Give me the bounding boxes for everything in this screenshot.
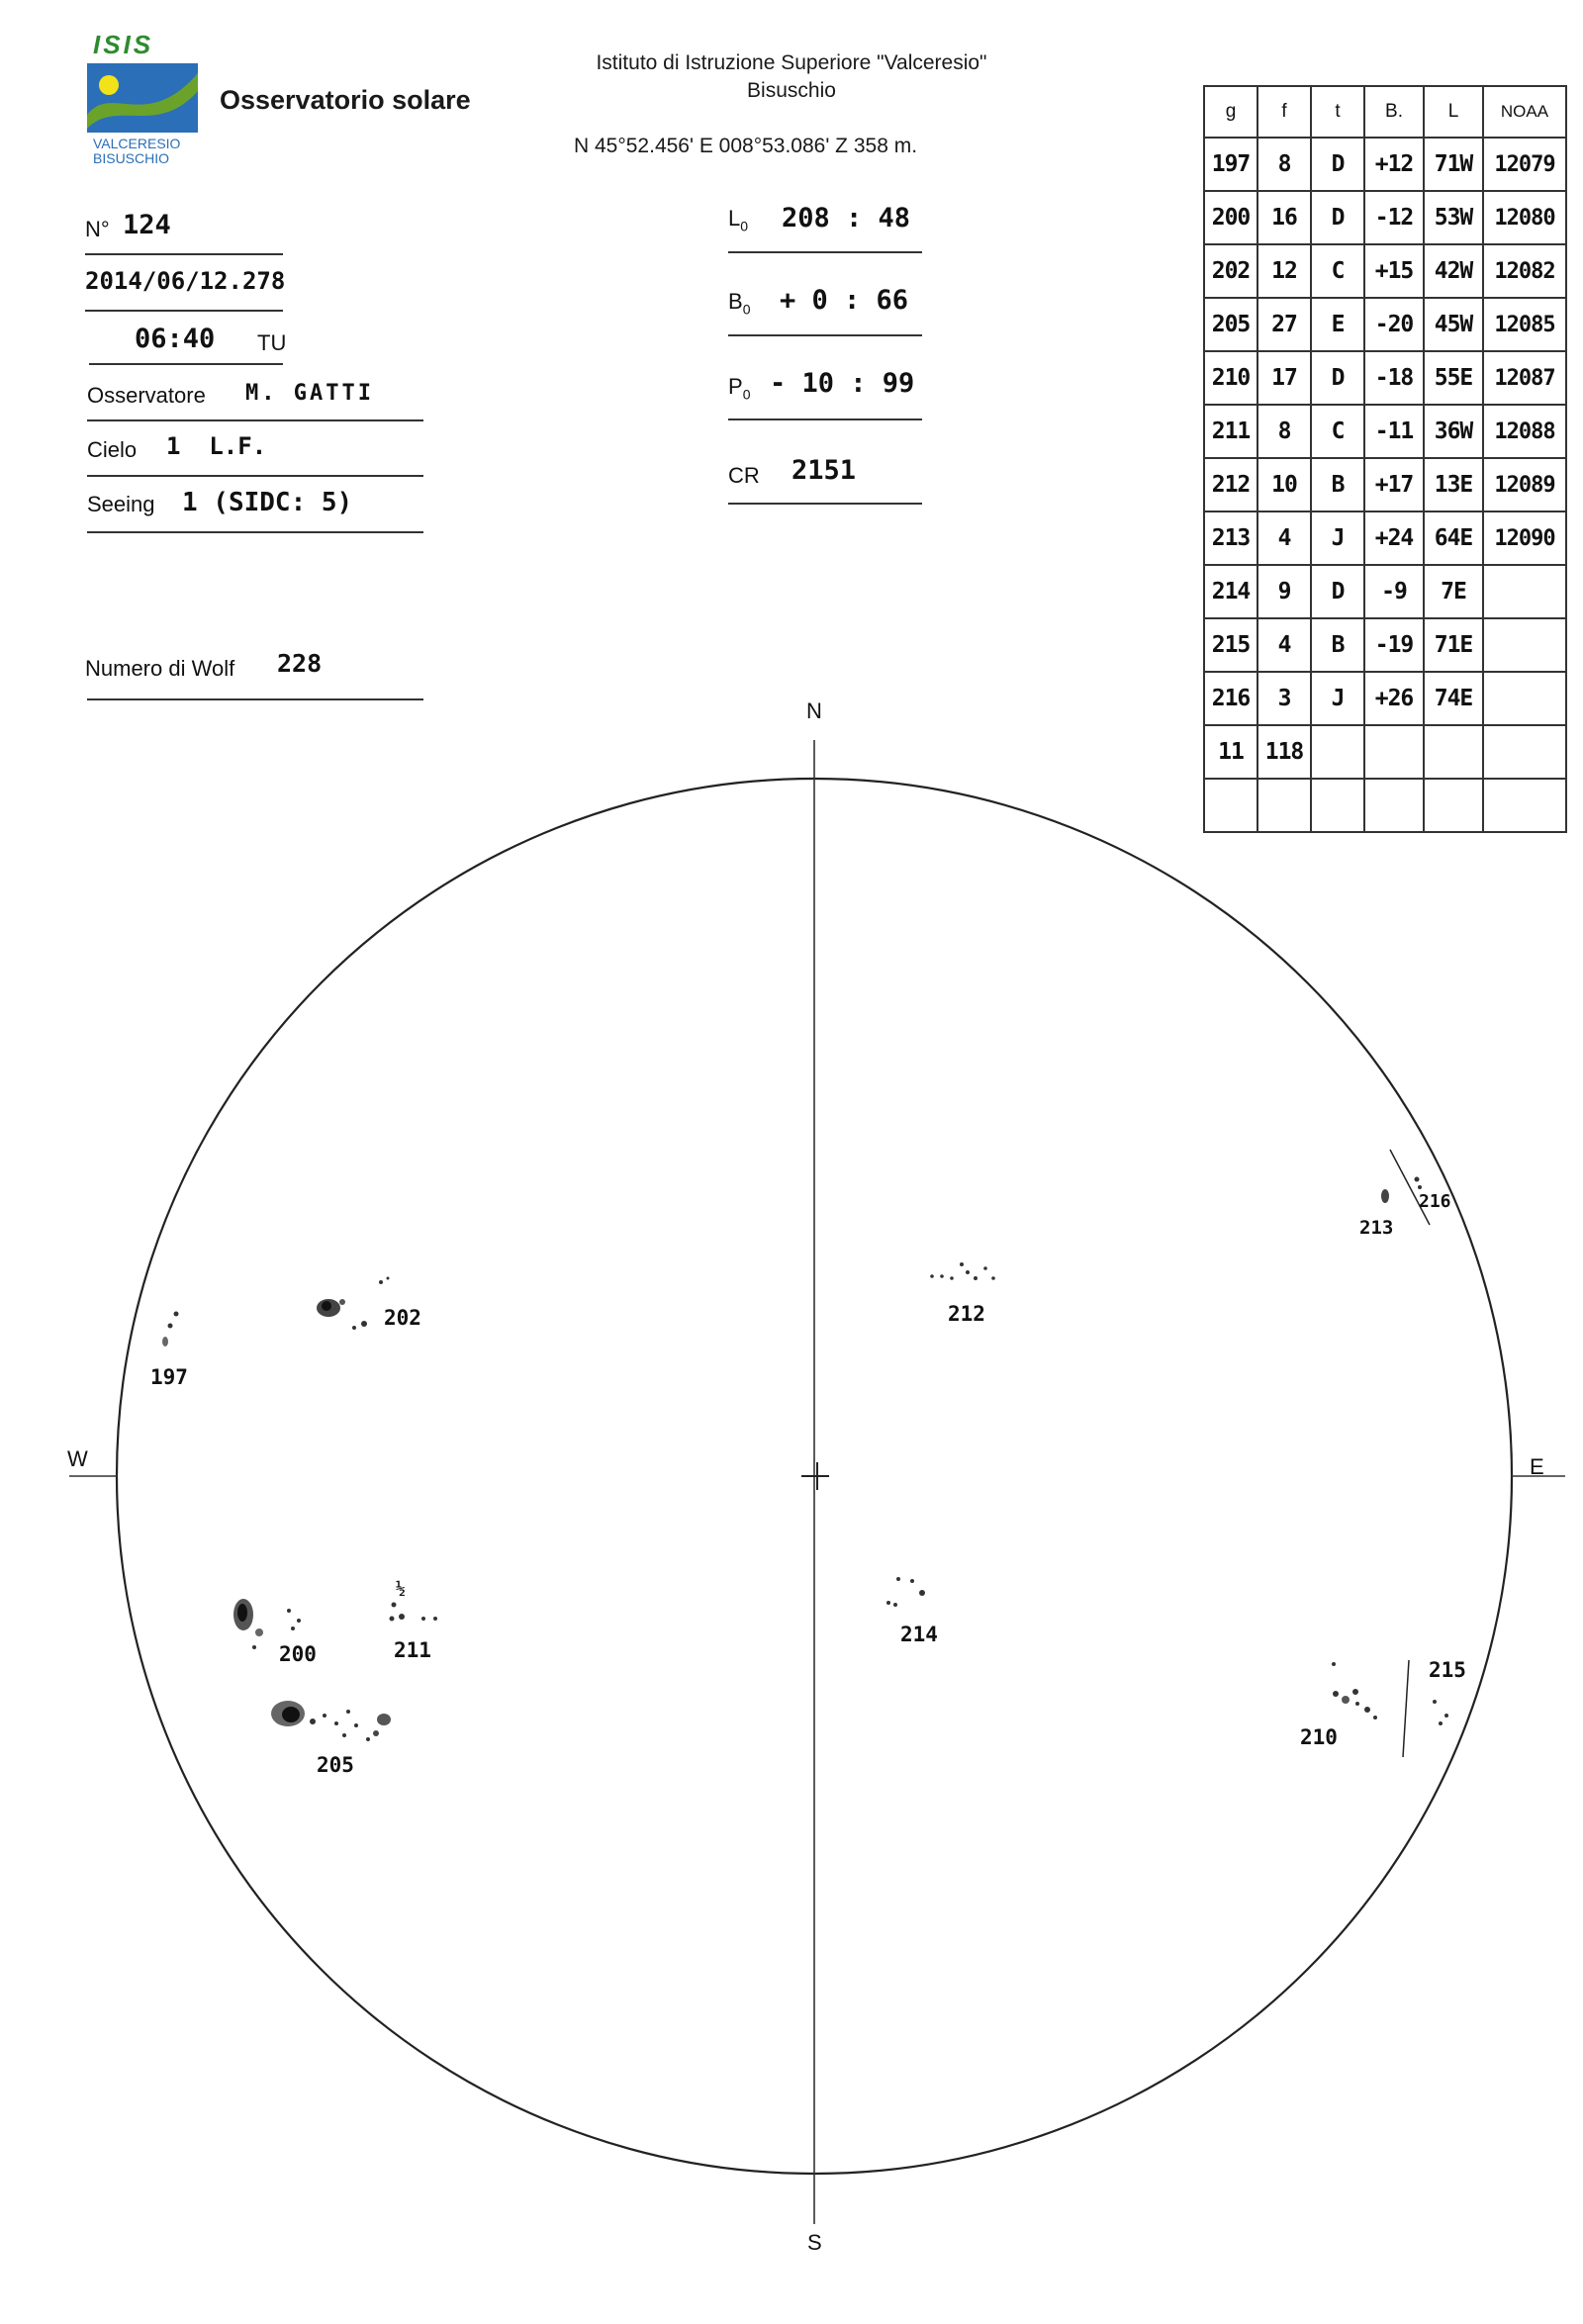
number-label: N°: [85, 217, 110, 241]
table-cell-b: +17: [1364, 458, 1424, 511]
table-cell-t: B: [1311, 458, 1364, 511]
sky-value: 1 L.F.: [166, 432, 267, 460]
seeing-label: Seeing: [87, 492, 155, 516]
l0-value: 208 : 48: [782, 203, 911, 233]
table-cell-b: -11: [1364, 405, 1424, 458]
header-t: t: [1311, 86, 1364, 138]
table-cell-noaa: 12085: [1483, 298, 1566, 351]
table-cell-noaa: 12080: [1483, 191, 1566, 244]
table-cell-b: +15: [1364, 244, 1424, 298]
wolf-value: 228: [277, 649, 323, 678]
table-cell-noaa: 12088: [1483, 405, 1566, 458]
group-label-214: 214: [900, 1623, 938, 1646]
table-cell-noaa: 12079: [1483, 138, 1566, 191]
table-cell-g: 202: [1204, 244, 1257, 298]
table-cell-t: D: [1311, 565, 1364, 618]
table-cell-noaa: 12090: [1483, 511, 1566, 565]
site-coordinates: N 45°52.456' E 008°53.086' Z 358 m.: [574, 135, 918, 157]
table-cell-l: 55E: [1424, 351, 1483, 405]
p0-sub: 0: [742, 386, 751, 403]
group-label-197: 197: [150, 1365, 188, 1389]
sunspot-group-197: [162, 1312, 179, 1348]
wolf-label: Numero di Wolf: [85, 656, 235, 681]
l0-letter: L: [728, 206, 741, 231]
table-cell-b: +24: [1364, 511, 1424, 565]
table-cell-noaa: 12089: [1483, 458, 1566, 511]
b0-sub: 0: [742, 301, 751, 318]
table-cell-f: 17: [1257, 351, 1311, 405]
sunspot-group-216: [1390, 1150, 1430, 1225]
table-cell-l: 53W: [1424, 191, 1483, 244]
table-cell-f: 8: [1257, 405, 1311, 458]
table-cell-t: E: [1311, 298, 1364, 351]
group-label-211-half: ½: [396, 1579, 406, 1598]
group-label-212: 212: [948, 1302, 985, 1326]
institute-line-1: Istituto di Istruzione Superiore "Valceresio": [596, 51, 987, 74]
sunspot-group-212: [930, 1262, 995, 1280]
table-cell-f: 8: [1257, 138, 1311, 191]
table-cell-l: 36W: [1424, 405, 1483, 458]
table-cell-f: 16: [1257, 191, 1311, 244]
table-cell-b: -19: [1364, 618, 1424, 672]
b0-letter: B: [728, 289, 743, 314]
sunspot-group-214: [886, 1577, 925, 1607]
south-label: S: [807, 2230, 822, 2255]
table-cell-f: 10: [1257, 458, 1311, 511]
table-cell-g: 216: [1204, 672, 1257, 725]
table-cell-noaa: 12082: [1483, 244, 1566, 298]
observer-value: M. GATTI: [245, 381, 374, 406]
table-cell-g: 197: [1204, 138, 1257, 191]
table-cell-f: 4: [1257, 511, 1311, 565]
table-cell-g: 211: [1204, 405, 1257, 458]
table-cell-b: +26: [1364, 672, 1424, 725]
p0-value: - 10 : 99: [770, 368, 915, 399]
table-cell-f: 3: [1257, 672, 1311, 725]
table-cell-t: J: [1311, 511, 1364, 565]
group-label-200: 200: [279, 1642, 317, 1666]
table-cell-l: 7E: [1424, 565, 1483, 618]
sunspot-group-210: [1332, 1662, 1377, 1720]
table-cell-g: 200: [1204, 191, 1257, 244]
sunspot-group-205: [271, 1701, 391, 1741]
table-cell-g: 215: [1204, 618, 1257, 672]
logo-title: ISIS: [93, 30, 154, 59]
table-cell-t: B: [1311, 618, 1364, 672]
table-cell-t: J: [1311, 672, 1364, 725]
table-cell-l: 74E: [1424, 672, 1483, 725]
header-f: f: [1257, 86, 1311, 138]
east-label: E: [1530, 1454, 1544, 1479]
table-cell-g: 212: [1204, 458, 1257, 511]
table-cell-f: 118: [1257, 725, 1311, 779]
table-cell-l: 45W: [1424, 298, 1483, 351]
table-cell-g: 214: [1204, 565, 1257, 618]
table-cell-t: C: [1311, 244, 1364, 298]
time-value: 06:40: [135, 324, 216, 354]
table-cell-t: D: [1311, 351, 1364, 405]
observer-label: Osservatore: [87, 383, 206, 408]
institute-line-2: Bisuschio: [747, 79, 836, 102]
table-cell-b: +12: [1364, 138, 1424, 191]
header-noaa: NOAA: [1483, 86, 1566, 138]
group-label-211: 211: [394, 1638, 431, 1662]
table-cell-t: D: [1311, 138, 1364, 191]
number-value: 124: [123, 210, 171, 240]
sunspot-group-211: [390, 1603, 438, 1622]
table-cell-g: 205: [1204, 298, 1257, 351]
table-cell-t: C: [1311, 405, 1364, 458]
table-cell-f: 9: [1257, 565, 1311, 618]
table-cell-b: -20: [1364, 298, 1424, 351]
time-unit: TU: [257, 330, 287, 355]
table-cell-f: 4: [1257, 618, 1311, 672]
table-cell-g: 11: [1204, 725, 1257, 779]
p0-letter: P: [728, 374, 743, 399]
table-cell-f: 27: [1257, 298, 1311, 351]
header-l: L: [1424, 86, 1483, 138]
seeing-value: 1 (SIDC: 5): [182, 488, 353, 517]
table-cell-l: 71E: [1424, 618, 1483, 672]
table-cell-t: D: [1311, 191, 1364, 244]
date-value: 2014/06/12.278: [85, 267, 286, 295]
observatory-title: Osservatorio solare: [220, 85, 471, 115]
logo-caption-2: BISUSCHIO: [93, 150, 170, 166]
sky-label: Cielo: [87, 437, 138, 462]
table-cell-b: -12: [1364, 191, 1424, 244]
table-cell-g: 213: [1204, 511, 1257, 565]
cr-label: CR: [728, 463, 760, 488]
sunspot-group-202: [317, 1277, 390, 1331]
b0-value: + 0 : 66: [780, 285, 909, 316]
table-cell-l: 42W: [1424, 244, 1483, 298]
logo-caption-1: VALCERESIO: [93, 136, 181, 151]
group-label-215: 215: [1429, 1658, 1466, 1682]
header-g: g: [1204, 86, 1257, 138]
header-b: B.: [1364, 86, 1424, 138]
table-cell-g: 210: [1204, 351, 1257, 405]
group-label-210: 210: [1300, 1725, 1338, 1749]
l0-sub: 0: [740, 218, 749, 234]
group-label-213: 213: [1359, 1217, 1394, 1239]
sunspot-group-213: [1381, 1189, 1389, 1203]
table-cell-b: -9: [1364, 565, 1424, 618]
west-label: W: [67, 1446, 88, 1471]
table-cell-l: 71W: [1424, 138, 1483, 191]
table-cell-l: 13E: [1424, 458, 1483, 511]
table-cell-l: 64E: [1424, 511, 1483, 565]
north-label: N: [806, 698, 822, 723]
cr-value: 2151: [792, 455, 857, 486]
table-cell-b: -18: [1364, 351, 1424, 405]
group-label-216: 216: [1419, 1191, 1451, 1212]
group-label-205: 205: [317, 1753, 354, 1777]
table-cell-f: 12: [1257, 244, 1311, 298]
group-label-202: 202: [384, 1306, 421, 1330]
table-cell-noaa: 12087: [1483, 351, 1566, 405]
